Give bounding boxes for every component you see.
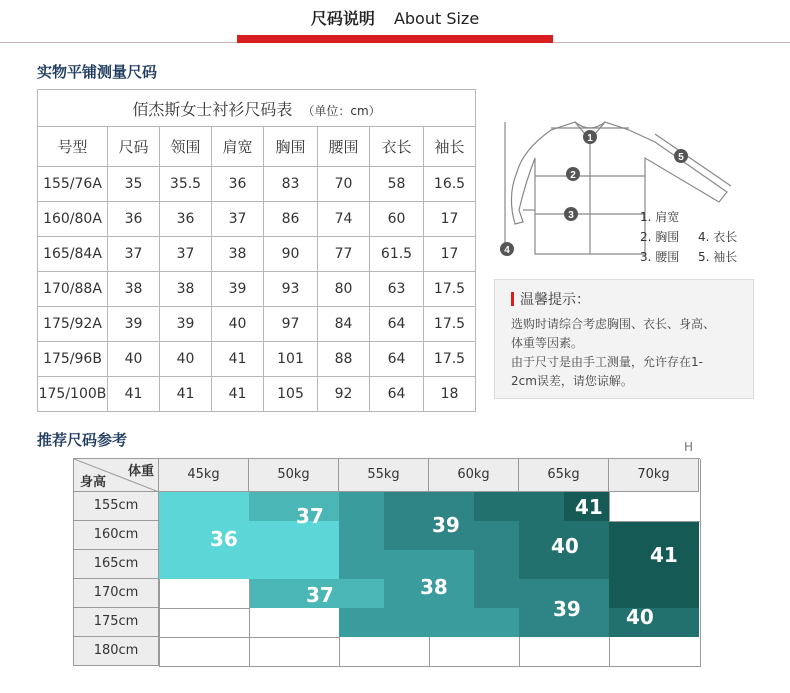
table-cell: 74 [318, 202, 370, 237]
table-cell: 17 [424, 202, 476, 237]
col-header: 衣长 [370, 127, 424, 167]
table-cell: 41 [108, 377, 160, 412]
header-title-cn: 尺码说明 [310, 9, 375, 28]
corner-height: 身高 [80, 475, 107, 490]
size-table [37, 89, 476, 412]
tips-box [494, 279, 754, 399]
size-table-caption [38, 90, 476, 127]
table-cell: 16.5 [424, 167, 476, 202]
col-header: 号型 [38, 127, 108, 167]
table-row [38, 202, 476, 237]
marker-label: 2 [570, 170, 576, 181]
section-title-recommend: 推荐尺码参考 [37, 431, 128, 449]
table-row [38, 167, 476, 202]
table-cell: 40 [160, 342, 212, 377]
table-cell: 80 [318, 272, 370, 307]
table-cell: 60 [370, 202, 424, 237]
corner-mark: H [684, 440, 694, 454]
table-cell: 90 [264, 237, 318, 272]
size-label-36: 36 [210, 527, 238, 551]
legend-length: 4. 衣长 [698, 230, 738, 244]
table-cell: 160/80A [38, 202, 108, 237]
table-cell: 70 [318, 167, 370, 202]
table-cell: 105 [264, 377, 318, 412]
weight-header: 50kg [249, 459, 339, 492]
weight-header: 70kg [609, 459, 699, 492]
table-cell: 35.5 [160, 167, 212, 202]
table-cell: 97 [264, 307, 318, 342]
recommend-grid [73, 458, 700, 666]
size-label-41: 41 [575, 495, 603, 519]
table-cell: 36 [108, 202, 160, 237]
tips-line: 体重等因素。 [511, 336, 584, 350]
table-cell: 18 [424, 377, 476, 412]
table-cell: 40 [108, 342, 160, 377]
table-cell: 88 [318, 342, 370, 377]
marker-label: 1 [587, 133, 593, 144]
table-cell: 63 [370, 272, 424, 307]
corner-weight: 体重 [127, 464, 154, 479]
table-cell: 17.5 [424, 307, 476, 342]
table-cell: 41 [212, 377, 264, 412]
height-label: 175cm [74, 608, 159, 637]
size-label-39: 39 [553, 597, 581, 621]
table-cell: 64 [370, 342, 424, 377]
table-cell: 84 [318, 307, 370, 342]
table-cell: 77 [318, 237, 370, 272]
page-header [0, 6, 790, 29]
size-label-37: 37 [296, 504, 324, 528]
size-label-37: 37 [306, 583, 334, 607]
table-cell: 39 [108, 307, 160, 342]
tips-line: 由于尺寸是由手工测量，允许存在1- [511, 355, 703, 369]
header-accent-bar [237, 35, 553, 43]
table-cell: 41 [212, 342, 264, 377]
size-table-unit: （单位：cm） [302, 103, 381, 118]
table-row [38, 307, 476, 342]
height-label: 170cm [74, 579, 159, 608]
weight-header: 55kg [339, 459, 429, 492]
table-cell: 36 [160, 202, 212, 237]
table-cell: 37 [212, 202, 264, 237]
table-cell: 86 [264, 202, 318, 237]
table-row [38, 377, 476, 412]
table-cell: 170/88A [38, 272, 108, 307]
table-cell: 64 [370, 377, 424, 412]
table-cell: 175/96B [38, 342, 108, 377]
table-cell: 38 [212, 237, 264, 272]
size-label-39: 39 [432, 513, 460, 537]
table-cell: 36 [212, 167, 264, 202]
height-label: 155cm [74, 492, 159, 521]
size-label-40: 40 [551, 534, 579, 558]
size-table-title: 佰杰斯女士衬衫尺码表 [132, 99, 293, 119]
table-cell: 41 [160, 377, 212, 412]
marker-label: 4 [504, 245, 510, 256]
section-title-measure: 实物平铺测量尺码 [37, 63, 158, 81]
table-cell: 37 [160, 237, 212, 272]
col-header: 袖长 [424, 127, 476, 167]
tips-line: 选购时请综合考虑胸围、衣长、身高、 [511, 317, 716, 331]
table-row [38, 237, 476, 272]
header-title-en: About Size [393, 9, 480, 28]
legend-waist: 3. 腰围 [640, 250, 680, 264]
size-label-40: 40 [626, 605, 654, 629]
table-cell: 64 [370, 307, 424, 342]
table-row [38, 342, 476, 377]
table-cell: 83 [264, 167, 318, 202]
marker-label: 3 [568, 210, 574, 221]
table-cell: 40 [212, 307, 264, 342]
table-cell: 93 [264, 272, 318, 307]
size-label-41: 41 [650, 543, 678, 567]
table-cell: 17.5 [424, 272, 476, 307]
weight-header: 60kg [429, 459, 519, 492]
table-cell: 38 [108, 272, 160, 307]
tips-title-text: 温馨提示： [520, 292, 590, 308]
table-cell: 39 [160, 307, 212, 342]
table-cell: 92 [318, 377, 370, 412]
height-label: 160cm [74, 521, 159, 550]
legend-sleeve: 5. 袖长 [698, 250, 738, 264]
col-header: 尺码 [108, 127, 160, 167]
table-cell: 155/76A [38, 167, 108, 202]
col-header: 腰围 [318, 127, 370, 167]
height-label: 180cm [74, 637, 159, 666]
table-cell: 35 [108, 167, 160, 202]
col-header: 胸围 [264, 127, 318, 167]
tips-title [511, 289, 590, 309]
table-cell: 39 [212, 272, 264, 307]
table-cell: 17 [424, 237, 476, 272]
table-cell: 175/100B [38, 377, 108, 412]
legend-shoulder: 1. 肩宽 [640, 210, 680, 224]
col-header: 领围 [160, 127, 212, 167]
table-cell: 61.5 [370, 237, 424, 272]
tips-line: 2cm误差，请您谅解。 [511, 374, 633, 388]
table-cell: 37 [108, 237, 160, 272]
table-cell: 175/92A [38, 307, 108, 342]
tips-body [511, 315, 749, 391]
table-cell: 17.5 [424, 342, 476, 377]
table-row [38, 272, 476, 307]
tips-accent-bar [511, 292, 514, 306]
size-label-38: 38 [420, 575, 448, 599]
table-cell: 165/84A [38, 237, 108, 272]
height-label: 165cm [74, 550, 159, 579]
grid-lines [74, 459, 701, 667]
weight-header: 45kg [159, 459, 249, 492]
weight-header: 65kg [519, 459, 609, 492]
marker-label: 5 [678, 152, 684, 163]
col-header: 肩宽 [212, 127, 264, 167]
legend-chest: 2. 胸围 [640, 230, 680, 244]
table-cell: 38 [160, 272, 212, 307]
table-cell: 101 [264, 342, 318, 377]
table-cell: 58 [370, 167, 424, 202]
